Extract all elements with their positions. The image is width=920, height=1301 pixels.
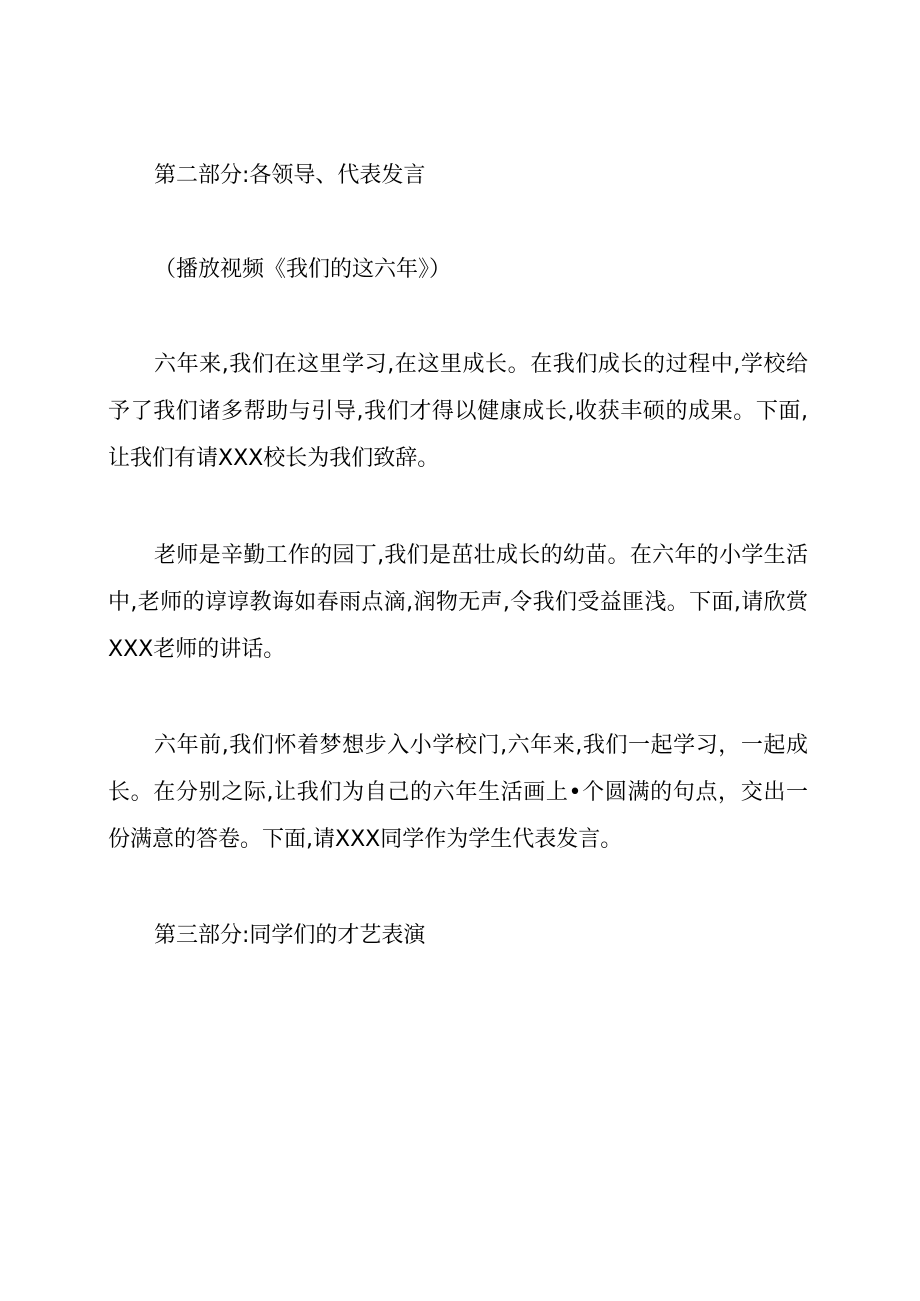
section-heading-part-three: 第三部分:同学们的才艺表演 bbox=[154, 923, 426, 948]
paragraph-principal-speech: 六年来,我们在这里学习,在这里成长。在我们成长的过程中,学校给予了我们诸多帮助与引导,我们才得以健康成长,收获丰硕的成果。下面,让我们有请XXX校长为我们致辞。 bbox=[108, 352, 808, 471]
paragraph-student-speech: 六年前,我们怀着梦想步入小学校门,六年来,我们一起学习，一起成长。在分别之际,让我们为自己的六年生活画上•个圆满的句点，交出一份满意的答卷。下面,请XXX同学作为学生代表发言。 bbox=[108, 733, 808, 852]
video-note: （播放视频《我们的这六年》） bbox=[154, 257, 452, 282]
paragraph-teacher-speech: 老师是辛勤工作的园丁,我们是茁壮成长的幼苗。在六年的小学生活中,老师的谆谆教诲如春雨点滴,润物无声,令我们受益匪浅。下面,请欣赏XXX老师的讲话。 bbox=[108, 543, 808, 662]
section-heading-part-two: 第二部分:各领导、代表发言 bbox=[154, 163, 426, 188]
